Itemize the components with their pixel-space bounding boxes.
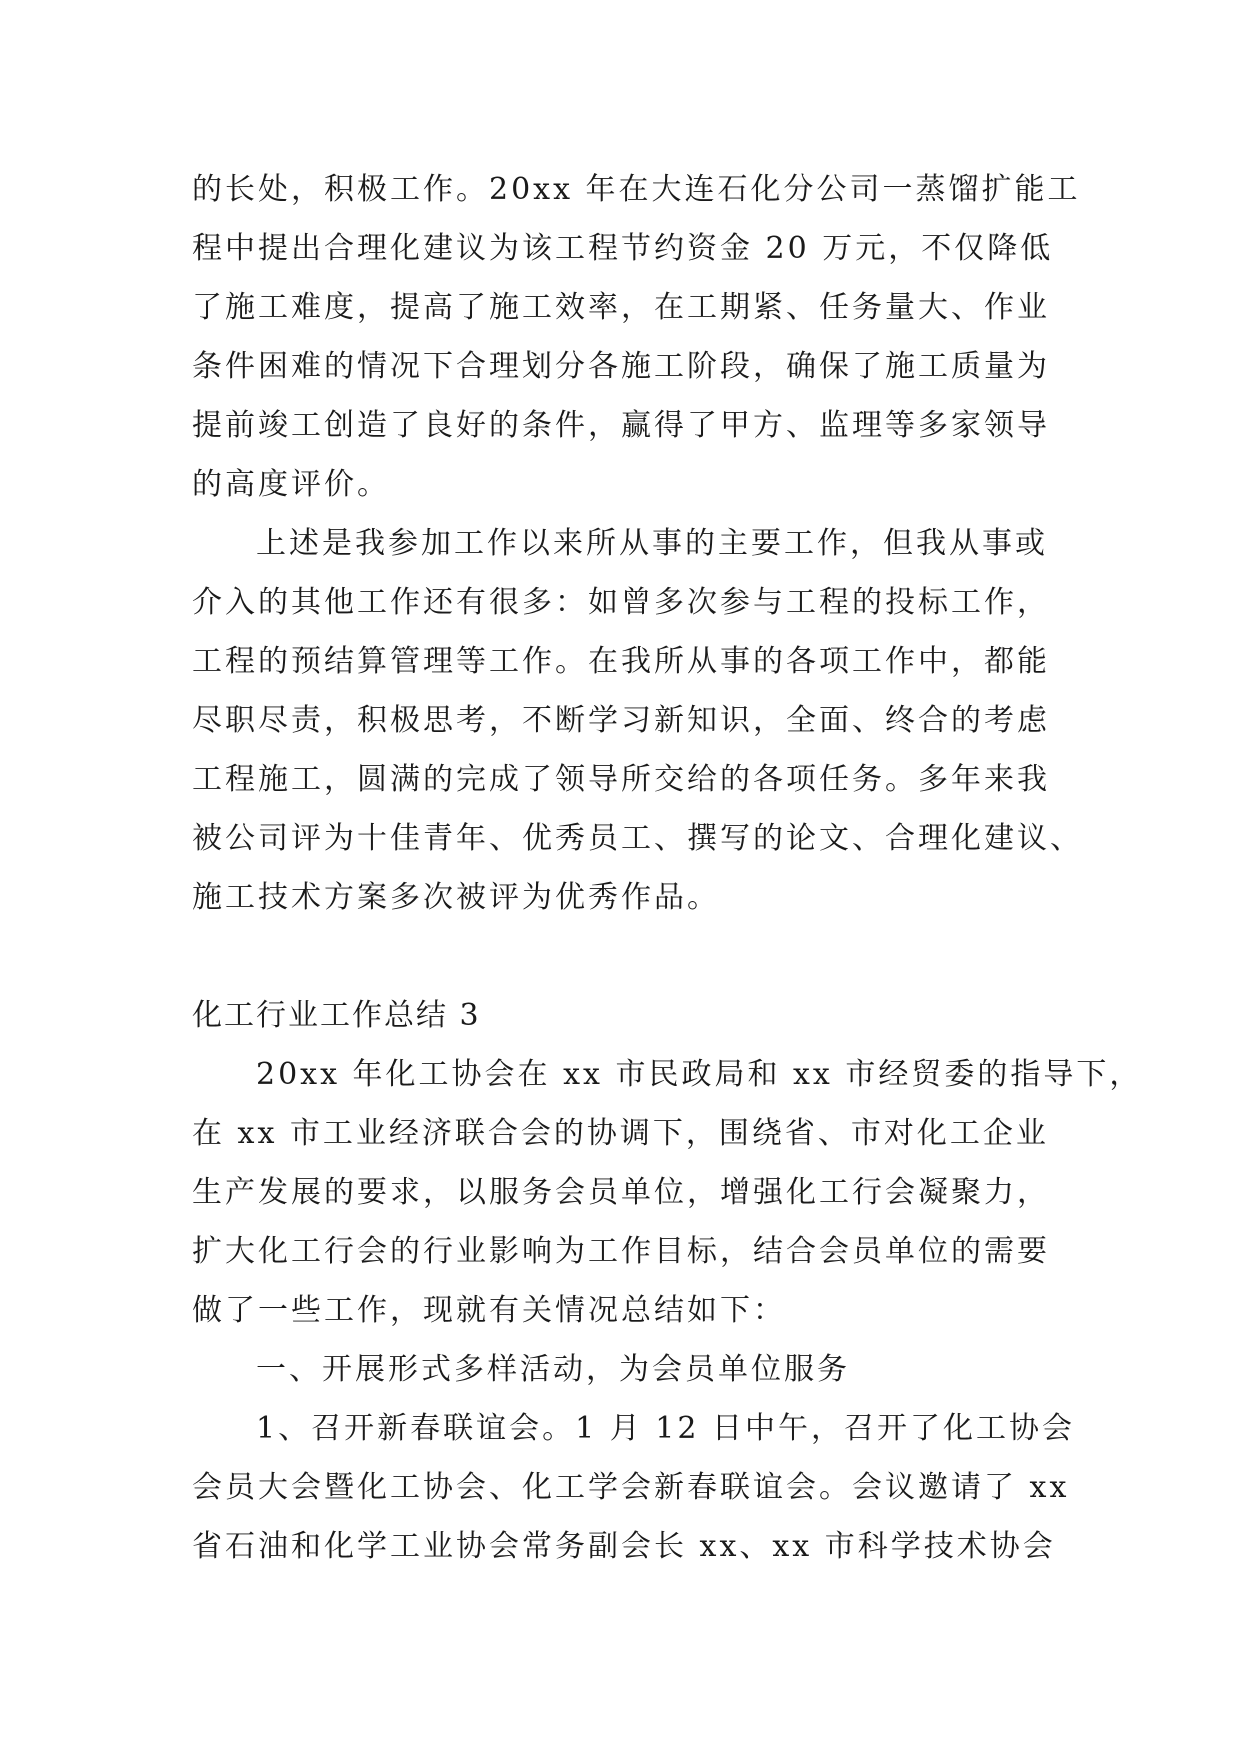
paragraph-intro (192, 1045, 1143, 1340)
text-line: 做了一些工作，现就有关情况总结如下： (192, 1293, 786, 1328)
paragraph-work-summary (192, 514, 1083, 927)
section-spacer (192, 927, 1050, 986)
text-line: 条件困难的情况下合理划分各施工阶段，确保了施工质量为 (192, 349, 1050, 384)
text-line: 介入的其他工作还有很多：如曾多次参与工程的投标工作， (192, 585, 1050, 620)
document-body (192, 160, 1143, 1576)
text-line: 上述是我参加工作以来所从事的主要工作，但我从事或 (256, 526, 1048, 561)
text-line: 省石油和化学工业协会常务副会长 xx、xx 市科学技术协会 (192, 1529, 1056, 1564)
text-line: 程中提出合理化建议为该工程节约资金 20 万元，不仅降低 (192, 231, 1054, 266)
section-title: 化工行业工作总结 3 (192, 998, 481, 1033)
paragraph-continuation (192, 160, 1081, 514)
text-line: 工程施工，圆满的完成了领导所交给的各项任务。多年来我 (192, 762, 1050, 797)
text-line: 施工技术方案多次被评为优秀作品。 (192, 880, 720, 915)
text-line: 尽职尽责，积极思考，不断学习新知识，全面、终合的考虑 (192, 703, 1050, 738)
text-line: 的高度评价。 (192, 467, 390, 502)
paragraph-new-year-party (192, 1399, 1075, 1576)
text-line: 在 xx 市工业经济联合会的协调下，围绕省、市对化工企业 (192, 1116, 1049, 1151)
subheading: 一、开展形式多样活动，为会员单位服务 (256, 1352, 850, 1387)
text-line: 生产发展的要求，以服务会员单位，增强化工行会凝聚力， (192, 1175, 1050, 1210)
text-line: 工程的预结算管理等工作。在我所从事的各项工作中，都能 (192, 644, 1050, 679)
text-line: 20xx 年化工协会在 xx 市民政局和 xx 市经贸委的指导下， (256, 1057, 1143, 1092)
text-line: 会员大会暨化工协会、化工学会新春联谊会。会议邀请了 xx (192, 1470, 1070, 1505)
text-line: 扩大化工行会的行业影响为工作目标，结合会员单位的需要 (192, 1234, 1050, 1269)
text-line: 1、召开新春联谊会。1 月 12 日中午，召开了化工协会 (256, 1411, 1075, 1446)
text-line: 的长处，积极工作。20xx 年在大连石化分公司一蒸馏扩能工 (192, 172, 1081, 207)
text-line: 提前竣工创造了良好的条件，赢得了甲方、监理等多家领导 (192, 408, 1050, 443)
text-line: 被公司评为十佳青年、优秀员工、撰写的论文、合理化建议、 (192, 821, 1083, 856)
text-line: 了施工难度，提高了施工效率，在工期紧、任务量大、作业 (192, 290, 1050, 325)
